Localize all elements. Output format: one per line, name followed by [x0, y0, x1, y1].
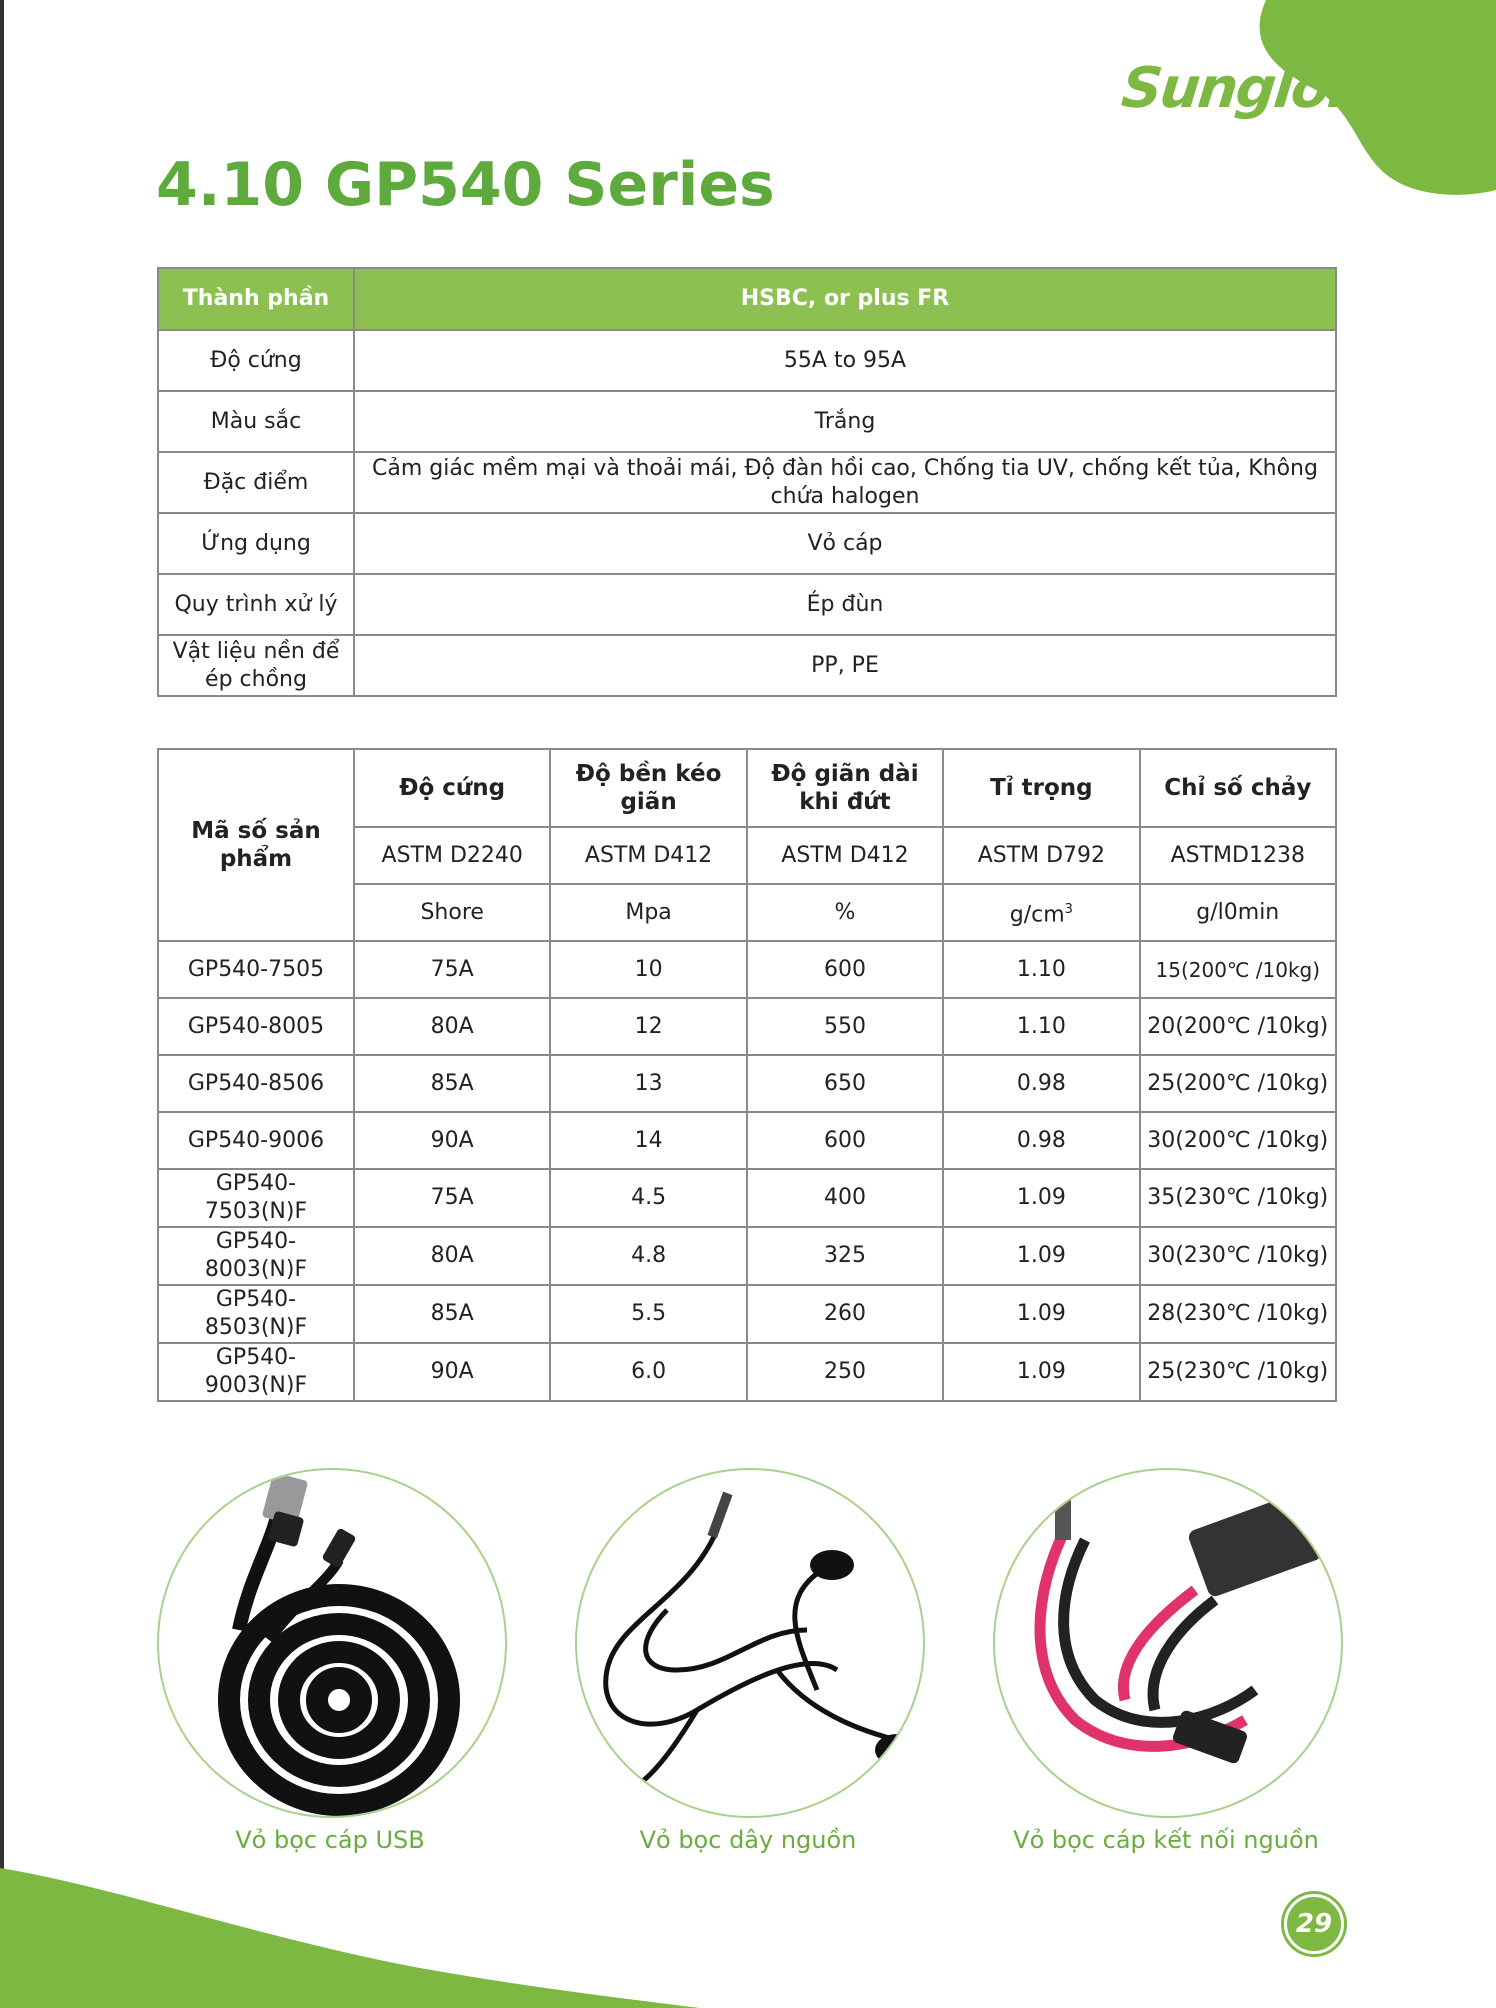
test-standard: ASTM D412 — [550, 827, 746, 884]
table-cell: 1.09 — [943, 1169, 1139, 1227]
product-code: GP540-7505 — [158, 941, 354, 998]
table-cell: 600 — [747, 941, 943, 998]
product-code: GP540-7503(N)F — [158, 1169, 354, 1227]
table-cell: 28(230℃ /10kg) — [1140, 1285, 1336, 1343]
table-cell: 400 — [747, 1169, 943, 1227]
table-cell: 600 — [747, 1112, 943, 1169]
spec-row — [158, 635, 1336, 696]
table-cell: 75A — [354, 1169, 550, 1227]
spec-value: Trắng — [354, 391, 1336, 452]
spec-value: Ép đùn — [354, 574, 1336, 635]
spec-label: Màu sắc — [158, 391, 354, 452]
column-header: Độ giãn dài khi đứt — [747, 749, 943, 827]
product-code: GP540-8005 — [158, 998, 354, 1055]
usb-cable-photo — [157, 1468, 507, 1818]
application-caption: Vỏ bọc dây nguồn — [639, 1826, 857, 1854]
table-row — [158, 941, 1336, 998]
table-cell: 20(200℃ /10kg) — [1140, 998, 1336, 1055]
table-cell: 4.8 — [550, 1227, 746, 1285]
spec-label: Đặc điểm — [158, 452, 354, 513]
table-cell: 25(200℃ /10kg) — [1140, 1055, 1336, 1112]
power-connector-cable-photo — [993, 1468, 1343, 1818]
product-code: GP540-9003(N)F — [158, 1343, 354, 1401]
table-row — [158, 1227, 1336, 1285]
unit-base: g/cm — [1009, 902, 1065, 928]
table-cell: 0.98 — [943, 1112, 1139, 1169]
unit: Mpa — [550, 884, 746, 941]
table-cell: 14 — [550, 1112, 746, 1169]
spec-row — [158, 452, 1336, 513]
table-cell: 260 — [747, 1285, 943, 1343]
table-cell: 6.0 — [550, 1343, 746, 1401]
spec-header-value: HSBC, or plus FR — [354, 268, 1336, 330]
table-cell: 15(200℃ /10kg) — [1140, 941, 1336, 998]
table-cell: 1.10 — [943, 998, 1139, 1055]
table-cell: 1.09 — [943, 1285, 1139, 1343]
spec-row — [158, 391, 1336, 452]
table-cell: 25(230℃ /10kg) — [1140, 1343, 1336, 1401]
table-cell: 80A — [354, 998, 550, 1055]
page-number: 29 — [1284, 1894, 1344, 1954]
table-cell: 30(200℃ /10kg) — [1140, 1112, 1336, 1169]
product-code: GP540-8506 — [158, 1055, 354, 1112]
unit: Shore — [354, 884, 550, 941]
table-cell: 10 — [550, 941, 746, 998]
table-cell: 12 — [550, 998, 746, 1055]
product-header-row — [158, 749, 1336, 827]
unit — [943, 884, 1139, 941]
spec-label: Quy trình xử lý — [158, 574, 354, 635]
product-code: GP540-9006 — [158, 1112, 354, 1169]
spec-table — [157, 267, 1337, 697]
table-cell: 1.10 — [943, 941, 1139, 998]
table-cell: 1.09 — [943, 1343, 1139, 1401]
spec-header-row — [158, 268, 1336, 330]
table-row — [158, 998, 1336, 1055]
table-row — [158, 1055, 1336, 1112]
unit: % — [747, 884, 943, 941]
test-standard: ASTM D2240 — [354, 827, 550, 884]
spec-row — [158, 513, 1336, 574]
bottom-decor-blob — [0, 1848, 700, 2008]
test-standard: ASTMD1238 — [1140, 827, 1336, 884]
table-cell: 325 — [747, 1227, 943, 1285]
spec-header-label: Thành phần — [158, 268, 354, 330]
table-cell: 85A — [354, 1285, 550, 1343]
spec-row — [158, 330, 1336, 391]
table-cell: 80A — [354, 1227, 550, 1285]
table-cell: 650 — [747, 1055, 943, 1112]
spec-label: Độ cứng — [158, 330, 354, 391]
column-header: Tỉ trọng — [943, 749, 1139, 827]
spec-value: Cảm giác mềm mại và thoải mái, Độ đàn hồi cao, Chống tia UV, chống kết tủa, Không chứa halogen — [354, 452, 1336, 513]
spec-value: PP, PE — [354, 635, 1336, 696]
column-header: Độ bền kéo giãn — [550, 749, 746, 827]
table-cell: 250 — [747, 1343, 943, 1401]
table-cell: 1.09 — [943, 1227, 1139, 1285]
page-title: 4.10 GP540 Series — [156, 150, 775, 220]
spec-value: 55A to 95A — [354, 330, 1336, 391]
spec-label: Vật liệu nền để ép chồng — [158, 635, 354, 696]
spec-row — [158, 574, 1336, 635]
application-caption: Vỏ bọc cáp USB — [235, 1826, 425, 1854]
left-edge-rule — [0, 0, 4, 2008]
table-cell: 5.5 — [550, 1285, 746, 1343]
product-table-body — [158, 941, 1336, 1401]
table-row — [158, 1169, 1336, 1227]
brand-logo: Sunglory — [1118, 56, 1392, 121]
unit: g/l0min — [1140, 884, 1336, 941]
table-row — [158, 1285, 1336, 1343]
test-standard: ASTM D412 — [747, 827, 943, 884]
spec-label: Ứng dụng — [158, 513, 354, 574]
table-row — [158, 1112, 1336, 1169]
unit-superscript: 3 — [1064, 901, 1073, 917]
table-cell: 0.98 — [943, 1055, 1139, 1112]
product-code: GP540-8003(N)F — [158, 1227, 354, 1285]
table-cell: 550 — [747, 998, 943, 1055]
table-cell: 90A — [354, 1343, 550, 1401]
table-cell: 35(230℃ /10kg) — [1140, 1169, 1336, 1227]
column-header: Chỉ số chảy — [1140, 749, 1336, 827]
earphone-cable-photo — [575, 1468, 925, 1818]
product-code-header: Mã số sản phẩm — [158, 749, 354, 941]
table-cell: 4.5 — [550, 1169, 746, 1227]
table-cell: 85A — [354, 1055, 550, 1112]
table-cell: 90A — [354, 1112, 550, 1169]
table-cell: 30(230℃ /10kg) — [1140, 1227, 1336, 1285]
application-caption: Vỏ bọc cáp kết nối nguồn — [1013, 1826, 1319, 1854]
table-row — [158, 1343, 1336, 1401]
table-cell: 13 — [550, 1055, 746, 1112]
spec-value: Vỏ cáp — [354, 513, 1336, 574]
test-standard: ASTM D792 — [943, 827, 1139, 884]
table-cell: 75A — [354, 941, 550, 998]
product-table — [157, 748, 1337, 1402]
product-code: GP540-8503(N)F — [158, 1285, 354, 1343]
column-header: Độ cứng — [354, 749, 550, 827]
